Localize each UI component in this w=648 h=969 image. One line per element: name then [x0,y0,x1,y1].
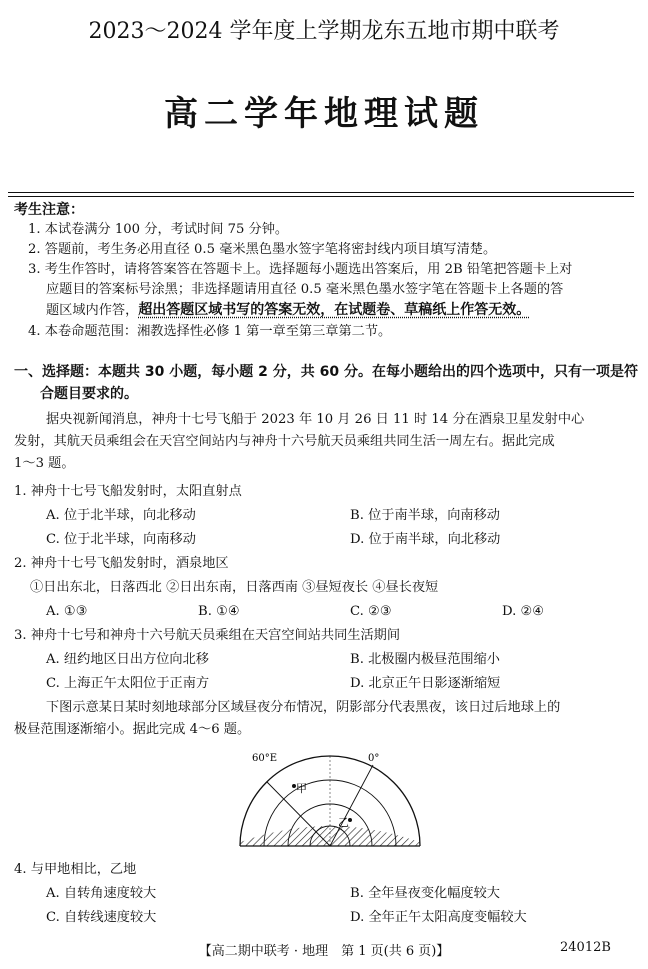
section1-heading-line1: 一、选择题：本题共 30 小题，每小题 2 分，共 60 分。在每小题给出的四个选项中，只有一项是符 [14,364,638,380]
q1-option-a: A. 位于北半球，向北移动 [46,508,196,523]
exam-title: 2023～2024 学年度上学期龙东五地市期中联考 [88,19,560,44]
passage1-line1: 据央视新闻消息，神舟十七号飞船于 2023 年 10 月 26 日 11 时 14 分在酒泉卫星发射中心 [46,412,585,427]
q3-option-a: A. 纽约地区日出方位向北移 [46,652,209,667]
q3-option-c: C. 上海正午太阳位于正南方 [46,676,210,691]
q4-option-a: A. 自转角速度较大 [46,886,157,901]
q4-option-d: D. 全年正午太阳高度变幅较大 [350,910,527,925]
q4-stem: 4. 与甲地相比，乙地 [14,862,137,877]
notice-item-3-cont: 应题目的答案标号涂黑；非选择题请用直径 0.5 毫米黑色墨水签字笔在答题卡上各题的答 [46,282,564,297]
q1-option-b: B. 位于南半球，向南移动 [350,508,500,523]
q2-stem: 2. 神舟十七号飞船发射时，酒泉地区 [14,556,229,571]
notice-item-1: 1. 本试卷满分 100 分，考试时间 75 分钟。 [28,222,289,237]
header-rule-bottom [8,196,634,197]
q2-option-a: A. ①③ [46,604,88,619]
q1-option-d: D. 位于南半球，向北移动 [350,532,501,547]
q3-option-d: D. 北京正午日影逐渐缩短 [350,676,501,691]
q4-option-b: B. 全年昼夜变化幅度较大 [350,886,500,901]
q4-option-c: C. 自转线速度较大 [46,910,157,925]
passage2-line1: 下图示意某日某时刻地球部分区域昼夜分布情况，阴影部分代表黑夜，该日过后地球上的 [46,700,561,715]
day-night-figure [230,748,430,850]
page-footer: 【高二期中联考 · 地理 第 1 页(共 6 页)】 [198,944,450,959]
label-0: 0° [368,753,380,764]
q2-option-b: B. ①④ [198,604,240,619]
q3-option-b: B. 北极圈内极昼范围缩小 [350,652,500,667]
label-yi: 乙 [338,816,349,829]
notice-emphasis: 超出答题区域书写的答案无效，在试题卷、草稿纸上作答无效。 [138,302,531,318]
paper-code: 24012B [560,940,611,955]
q2-items: ①日出东北，日落西北 ②日出东南，日落西南 ③昼短夜长 ④昼长夜短 [30,580,439,595]
passage1-line2: 发射，其航天员乘组会在天宫空间站内与神舟十六号航天员乘组共同生活一周左右。据此完成 [14,434,555,449]
notice-item-3: 3. 考生作答时，请将答案答在答题卡上。选择题每小题选出答案后，用 2B 铅笔把答题卡上对 [28,262,573,277]
section1-heading-line2: 合题目要求的。 [40,386,138,402]
q1-stem: 1. 神舟十七号飞船发射时，太阳直射点 [14,484,242,499]
passage2-line2: 极昼范围逐渐缩小。据此完成 4～6 题。 [14,722,251,737]
label-60e: 60°E [252,753,278,764]
notice-item-3-end-text: 题区域内作答， [46,303,139,318]
q2-option-d: D. ②④ [502,604,545,619]
notice-item-3-end [46,300,530,321]
paper-title: 高二学年地理试题 [164,94,484,134]
passage1-line3: 1～3 题。 [14,456,75,471]
header-rule-top [8,192,634,193]
q1-option-c: C. 位于北半球，向南移动 [46,532,196,547]
q3-stem: 3. 神舟十七号和神舟十六号航天员乘组在天宫空间站共同生活期间 [14,628,401,643]
notice-item-4: 4. 本卷命题范围：湘教选择性必修 1 第一章至第三章第二节。 [28,324,392,339]
notice-heading: 考生注意： [14,202,84,218]
q2-option-c: C. ②③ [350,604,392,619]
notice-item-2: 2. 答题前，考生务必用直径 0.5 毫米黑色墨水签字笔将密封线内项目填写清楚。 [28,242,497,257]
label-jia: 甲 [296,782,307,795]
